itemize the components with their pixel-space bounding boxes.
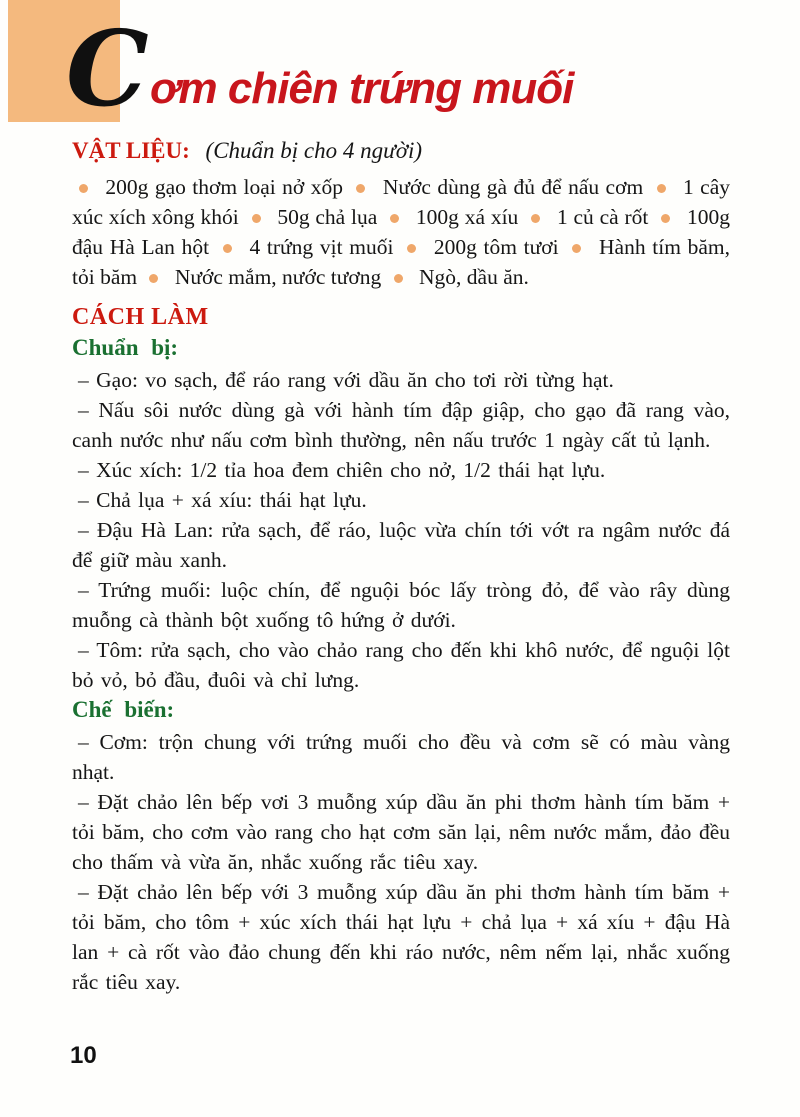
step-paragraph: – Tôm: rửa sạch, cho vào chảo rang cho đến khi khô nước, để nguội lột bỏ vỏ, bỏ đầu, đuôi và chỉ lưng.	[72, 638, 730, 692]
ingredients-list	[72, 172, 730, 292]
step-paragraph: – Chả lụa + xá xíu: thái hạt lựu.	[78, 488, 367, 512]
bullet-icon	[149, 274, 158, 283]
title-drop-cap: C	[66, 7, 149, 130]
step-paragraph: – Đậu Hà Lan: rửa sạch, để ráo, luộc vừa chín tới vớt ra ngâm nước đá để giữ màu xanh.	[72, 518, 730, 572]
ingredients-heading-line	[72, 138, 730, 164]
ingredient-item: 4 trứng vịt muối	[249, 235, 401, 259]
step-paragraph: – Cơm: trộn chung với trứng muối cho đều và cơm sẽ có màu vàng nhạt.	[72, 730, 730, 784]
ingredient-item: Ngò, dầu ăn.	[419, 265, 529, 289]
ingredient-item: 50g chả lụa	[277, 205, 384, 229]
bullet-icon	[407, 244, 416, 253]
bullet-icon	[531, 214, 540, 223]
page-title: ơm chiên trứng muối	[150, 64, 574, 113]
ingredient-item: 200g tôm tươi	[433, 235, 566, 259]
bullet-icon	[356, 184, 365, 193]
step-paragraph: – Đặt chảo lên bếp với 3 muỗng xúp dầu ăn phi thơm hành tím băm + tỏi băm, cho tôm + xúc xích thái hạt lựu + chả lụa + xá xíu + đậu Hà lan + cà rốt vào đảo chung đến khi ráo nước, nêm nếm lại, nhắc xuống rắc tiêu xay.	[72, 880, 730, 994]
page-number: 10	[70, 1042, 97, 1069]
ingredient-item: 100g xá xíu	[415, 205, 525, 229]
bullet-icon	[223, 244, 232, 253]
step-paragraph: – Trứng muối: luộc chín, để nguội bóc lấy tròng đỏ, để vào rây dùng muỗng cà thành bột xuống tô hứng ở dưới.	[72, 578, 730, 632]
step-paragraph: – Nấu sôi nước dùng gà với hành tím đập giập, cho gạo đã rang vào, canh nước như nấu cơm bình thường, nên nấu trước 1 ngày cất tủ lạnh.	[72, 398, 730, 452]
bullet-icon	[390, 214, 399, 223]
ingredient-item: 1 cây xúc xích xông khói	[72, 175, 731, 229]
ingredient-item: Hành tím băm, tỏi băm	[72, 235, 731, 289]
step-paragraph: – Gạo: vo sạch, để ráo rang với dầu ăn cho tơi rời từng hạt.	[78, 368, 614, 392]
prep-heading: Chuẩn bị:	[72, 335, 179, 360]
step-paragraph: – Xúc xích: 1/2 tỉa hoa đem chiên cho nở, 1/2 thái hạt lựu.	[78, 458, 606, 482]
serving-note: (Chuẩn bị cho 4 người)	[205, 138, 423, 163]
ingredient-item: Nước dùng gà đủ để nấu cơm	[382, 175, 650, 199]
bullet-icon	[252, 214, 261, 223]
step-paragraph: – Đặt chảo lên bếp vơi 3 muỗng xúp dầu ăn phi thơm hành tím băm + tỏi băm, cho cơm vào rang cho hạt cơm săn lại, nêm nước mắm, đảo đều cho thấm và vừa ăn, nhắc xuống rắc tiêu xay.	[72, 790, 730, 874]
ingredient-item: Nước mắm, nước tương	[174, 265, 387, 289]
ingredient-item: 100g đậu Hà Lan hột	[72, 205, 730, 259]
prep-steps	[72, 365, 730, 695]
bullet-icon	[572, 244, 581, 253]
bullet-icon	[79, 184, 88, 193]
ingredient-item: 1 củ cà rốt	[556, 205, 655, 229]
method-heading: CÁCH LÀM	[72, 304, 209, 330]
bullet-icon	[657, 184, 666, 193]
ingredients-heading: VẬT LIỆU:	[72, 138, 190, 163]
bullet-icon	[394, 274, 403, 283]
ingredient-item: 200g gạo thơm loại nở xốp	[105, 175, 350, 199]
cooking-steps	[72, 727, 730, 997]
bullet-icon	[661, 214, 670, 223]
recipe-content	[72, 138, 730, 997]
cooking-heading: Chế biến:	[72, 697, 175, 722]
